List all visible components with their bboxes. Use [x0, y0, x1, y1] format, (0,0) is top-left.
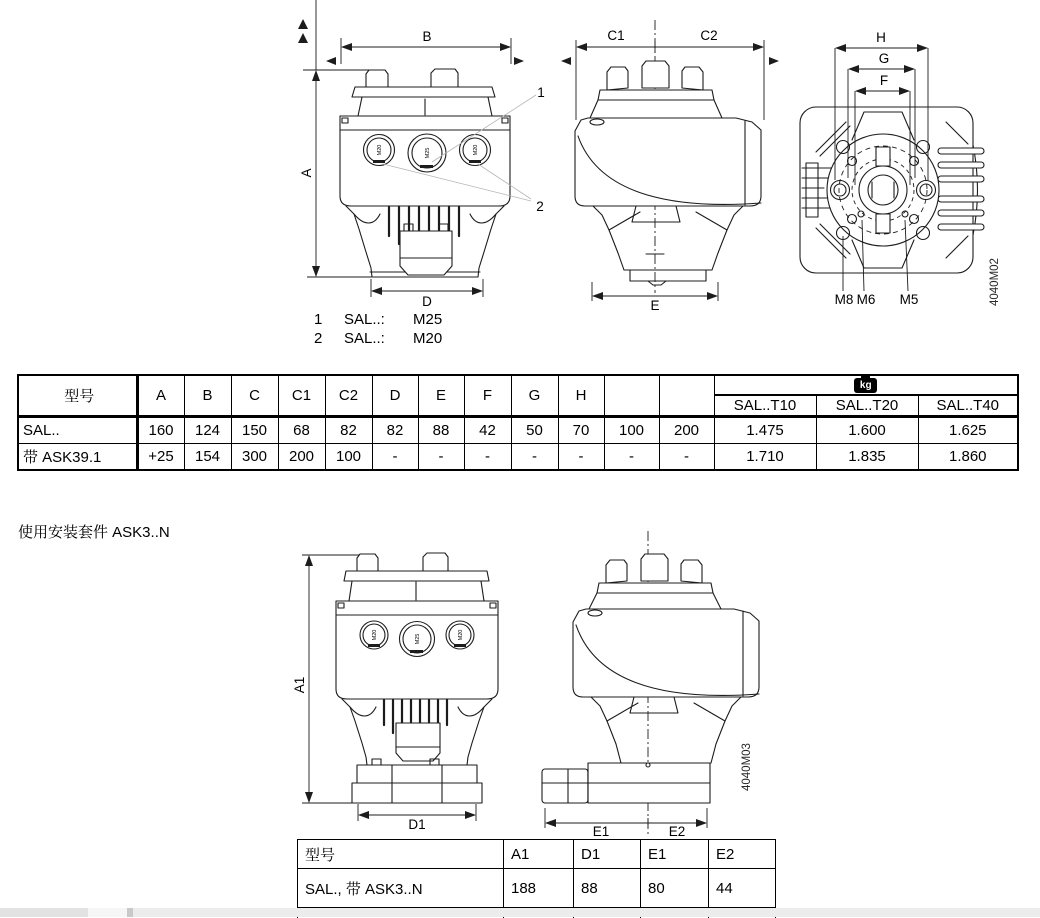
hole-m8-label: M8 [834, 292, 854, 307]
mounting-kit-note: 使用安装套件 ASK3..N [18, 524, 170, 541]
dim-cell: 154 [184, 443, 231, 470]
dim-e2-label: E2 [668, 824, 686, 839]
weight-cell: 1.475 [714, 416, 816, 443]
col-header-h: H [558, 375, 604, 416]
dim-cell: 82 [325, 416, 372, 443]
window-bottom-strip [0, 908, 1040, 917]
weight-cell: 1.860 [918, 443, 1018, 470]
dim-g-label: G [878, 51, 890, 66]
gland-legend [314, 310, 442, 348]
dim-c1-label: C1 [607, 28, 625, 43]
dim-cell: 68 [278, 416, 325, 443]
dim-e1-label: E1 [592, 824, 610, 839]
gland-middle-label: M25 [425, 147, 431, 159]
dim-cell: 88 [418, 416, 464, 443]
hole-m5-label: M5 [899, 292, 919, 307]
hole-m6-label: M6 [856, 292, 876, 307]
technical-drawing-bottom [0, 525, 1040, 845]
dim-a1-label: A1 [292, 676, 307, 694]
col-header-blank1 [604, 375, 659, 416]
col-header-b: B [184, 375, 231, 416]
side-view [561, 20, 779, 313]
dim-cell: - [418, 443, 464, 470]
dim-cell: - [372, 443, 418, 470]
dim-cell: 150 [231, 416, 278, 443]
dimensions-table [17, 374, 1019, 471]
front-view-kit [292, 553, 498, 832]
dim-cell: 80 [641, 869, 709, 908]
dim-cell: 82 [372, 416, 418, 443]
header-row-1 [18, 375, 1018, 395]
header-row [298, 840, 776, 869]
col-header-d1: D1 [574, 840, 641, 869]
model-cell: 带 ASK39.1 [18, 443, 137, 470]
dim-d1-label: D1 [408, 817, 426, 832]
col-header-t20: SAL..T20 [816, 395, 918, 416]
dim-cell: - [511, 443, 558, 470]
legend-row [314, 310, 442, 329]
legend-number: 1 [314, 311, 323, 328]
dim-c2-label: C2 [700, 28, 718, 43]
dim-cell: 88 [574, 869, 641, 908]
front-view [298, 0, 536, 309]
callout-1: 1 [537, 85, 545, 100]
legend-model: SAL..: [344, 311, 385, 328]
col-header-a1: A1 [504, 840, 574, 869]
gland-middle-label: M25 [415, 633, 421, 645]
legend-model: SAL..: [344, 330, 385, 347]
col-header-f: F [464, 375, 511, 416]
dim-cell: 42 [464, 416, 511, 443]
dim-cell: 50 [511, 416, 558, 443]
col-header-c2: C2 [325, 375, 372, 416]
dim-cell: +25 [137, 443, 184, 470]
drawing-code-bottom: 4040M03 [741, 743, 753, 791]
weight-icon-label: kg [859, 379, 872, 391]
rear-view [800, 30, 1001, 307]
dim-f-label: F [879, 73, 889, 88]
dim-cell: 100 [325, 443, 372, 470]
strip-segment [0, 908, 88, 917]
callout-2: 2 [536, 199, 544, 214]
gland-right-label: M20 [473, 144, 479, 156]
col-header-e1: E1 [641, 840, 709, 869]
dim-cell: 44 [709, 869, 776, 908]
kit-dimensions-table [297, 839, 776, 918]
col-header-c1: C1 [278, 375, 325, 416]
drawing-code-top: 4040M02 [989, 258, 1001, 306]
gland-left-label: M20 [377, 144, 383, 156]
dim-e-label: E [650, 298, 660, 313]
dim-d-label: D [422, 294, 432, 309]
dim-h-label: H [876, 30, 886, 45]
dim-cell: - [464, 443, 511, 470]
model-cell: SAL.. [18, 416, 137, 443]
side-view-kit [542, 531, 759, 839]
table-row-sal-ask3n [298, 869, 776, 908]
col-header-a: A [137, 375, 184, 416]
dim-cell: 200 [278, 443, 325, 470]
dim-cell: 200 [659, 416, 714, 443]
dim-cell: 100 [604, 416, 659, 443]
col-header-t40: SAL..T40 [918, 395, 1018, 416]
col-header-g: G [511, 375, 558, 416]
dim-cell: - [558, 443, 604, 470]
col-header-d: D [372, 375, 418, 416]
col-header-t10: SAL..T10 [714, 395, 816, 416]
weight-cell: 1.710 [714, 443, 816, 470]
dim-cell: 300 [231, 443, 278, 470]
dim-cell: - [604, 443, 659, 470]
dim-cell: - [659, 443, 714, 470]
weight-group-header [714, 375, 1018, 395]
gland-left-label: M20 [372, 629, 378, 641]
legend-number: 2 [314, 330, 323, 347]
dim-cell: 124 [184, 416, 231, 443]
weight-cell: 1.625 [918, 416, 1018, 443]
col-header-e: E [418, 375, 464, 416]
dim-cell: 160 [137, 416, 184, 443]
legend-value: M25 [413, 311, 443, 328]
weight-icon [854, 378, 877, 393]
dim-b-label: B [422, 29, 432, 44]
scrollbar-track[interactable] [133, 908, 1040, 917]
model-column-header: 型号 [18, 375, 137, 416]
legend-value: M20 [413, 330, 443, 347]
table-row-sal [18, 416, 1018, 443]
model-cell: SAL., 带 ASK3..N [298, 869, 504, 908]
gland-right-label: M20 [458, 629, 464, 641]
dim-a-label: A [299, 168, 314, 178]
dim-cell: 188 [504, 869, 574, 908]
col-header-blank2 [659, 375, 714, 416]
table-row-ask39 [18, 443, 1018, 470]
col-header-model: 型号 [298, 840, 504, 869]
weight-cell: 1.835 [816, 443, 918, 470]
dim-cell: 70 [558, 416, 604, 443]
strip-segment [88, 908, 127, 917]
col-header-c: C [231, 375, 278, 416]
weight-cell: 1.600 [816, 416, 918, 443]
technical-drawing-top [0, 0, 1040, 372]
legend-row [314, 329, 442, 348]
col-header-e2: E2 [709, 840, 776, 869]
